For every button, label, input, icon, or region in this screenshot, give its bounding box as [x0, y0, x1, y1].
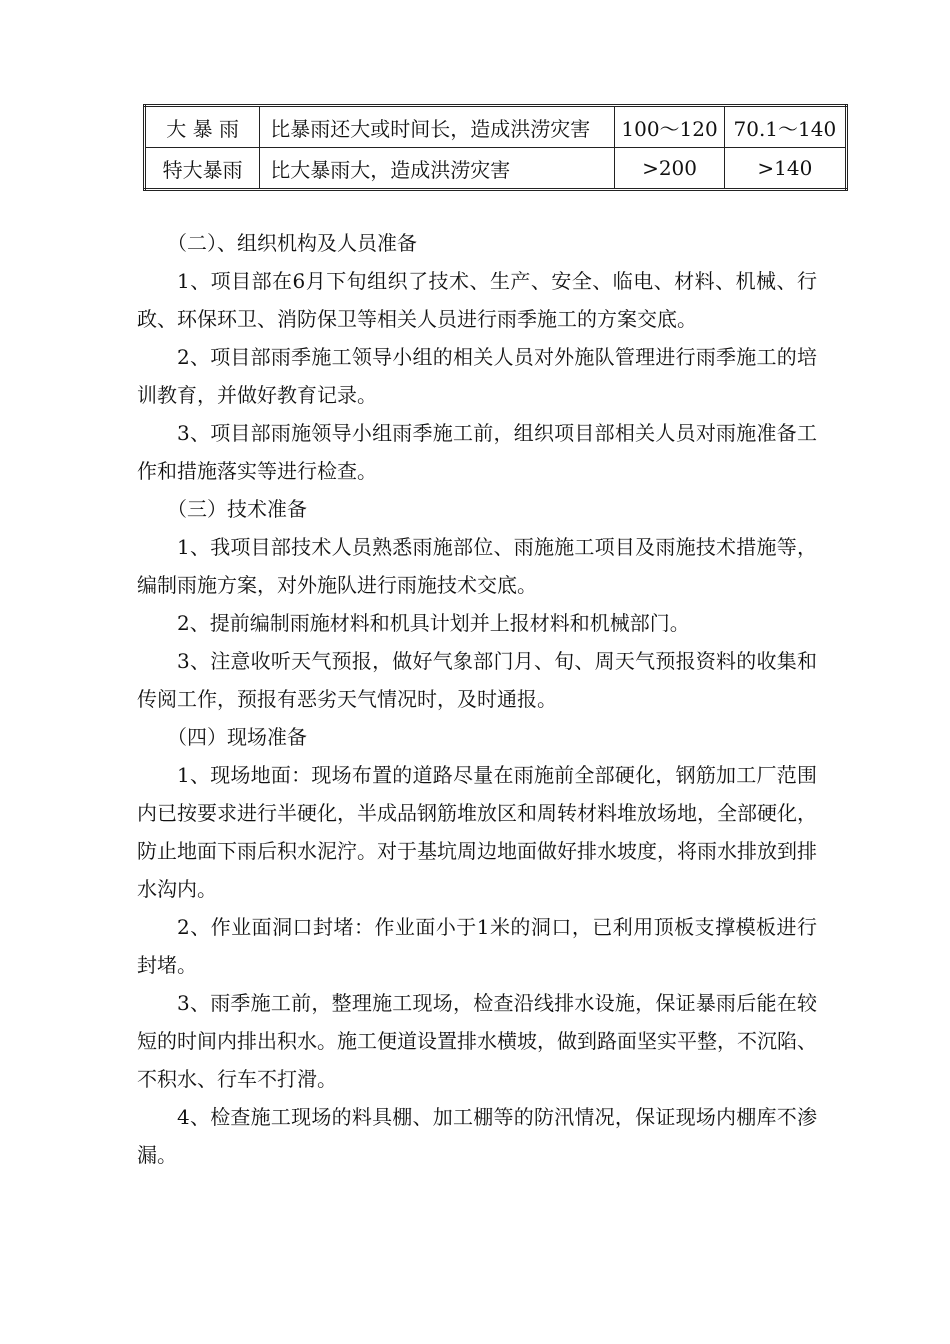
section-heading: （四）现场准备	[167, 725, 307, 749]
table-row	[145, 148, 847, 190]
document-body	[137, 224, 817, 1174]
paragraph: 3、项目部雨施领导小组雨季施工前，组织项目部相关人员对雨施准备工作和措施落实等进行检查。	[137, 421, 817, 483]
rainfall-table	[143, 104, 848, 191]
rain-value-cell: >200	[615, 148, 724, 190]
paragraph: 2、作业面洞口封堵：作业面小于1米的洞口，已利用顶板支撑模板进行封堵。	[137, 915, 817, 977]
paragraph: 4、检查施工现场的料具棚、加工棚等的防汛情况，保证现场内棚库不渗漏。	[137, 1105, 817, 1167]
rain-description-cell: 比大暴雨大，造成洪涝灾害	[260, 148, 615, 190]
section-heading: （三）技术准备	[167, 497, 307, 521]
paragraph: 1、我项目部技术人员熟悉雨施部位、雨施施工项目及雨施技术措施等，编制雨施方案，对外施队进行雨施技术交底。	[137, 535, 817, 597]
paragraph: 1、现场地面：现场布置的道路尽量在雨施前全部硬化，钢筋加工厂范围内已按要求进行半硬化，半成品钢筋堆放区和周转材料堆放场地，全部硬化，防止地面下雨后积水泥泞。对于基坑周边地面做好排水坡度，将雨水排放到排水沟内。	[137, 763, 817, 901]
rain-value-cell: >140	[724, 148, 846, 190]
rain-value-cell: 100～120	[615, 106, 724, 148]
paragraph: 2、项目部雨季施工领导小组的相关人员对外施队管理进行雨季施工的培训教育，并做好教育记录。	[137, 345, 817, 407]
rain-level-cell: 特大暴雨	[145, 148, 260, 190]
paragraph: 3、雨季施工前，整理施工现场，检查沿线排水设施，保证暴雨后能在较短的时间内排出积水。施工便道设置排水横坡，做到路面坚实平整，不沉陷、不积水、行车不打滑。	[137, 991, 817, 1091]
rain-description-cell: 比暴雨还大或时间长，造成洪涝灾害	[260, 106, 615, 148]
rain-value-cell: 70.1～140	[724, 106, 846, 148]
paragraph: 1、项目部在6月下旬组织了技术、生产、安全、临电、材料、机械、行政、环保环卫、消防保卫等相关人员进行雨季施工的方案交底。	[137, 269, 817, 331]
section-heading: （二）、组织机构及人员准备	[167, 231, 417, 255]
paragraph: 3、注意收听天气预报，做好气象部门月、旬、周天气预报资料的收集和传阅工作，预报有恶劣天气情况时，及时通报。	[137, 649, 817, 711]
paragraph: 2、提前编制雨施材料和机具计划并上报材料和机械部门。	[177, 611, 690, 635]
table-row	[145, 106, 847, 148]
rain-level-cell: 大 暴 雨	[145, 106, 260, 148]
